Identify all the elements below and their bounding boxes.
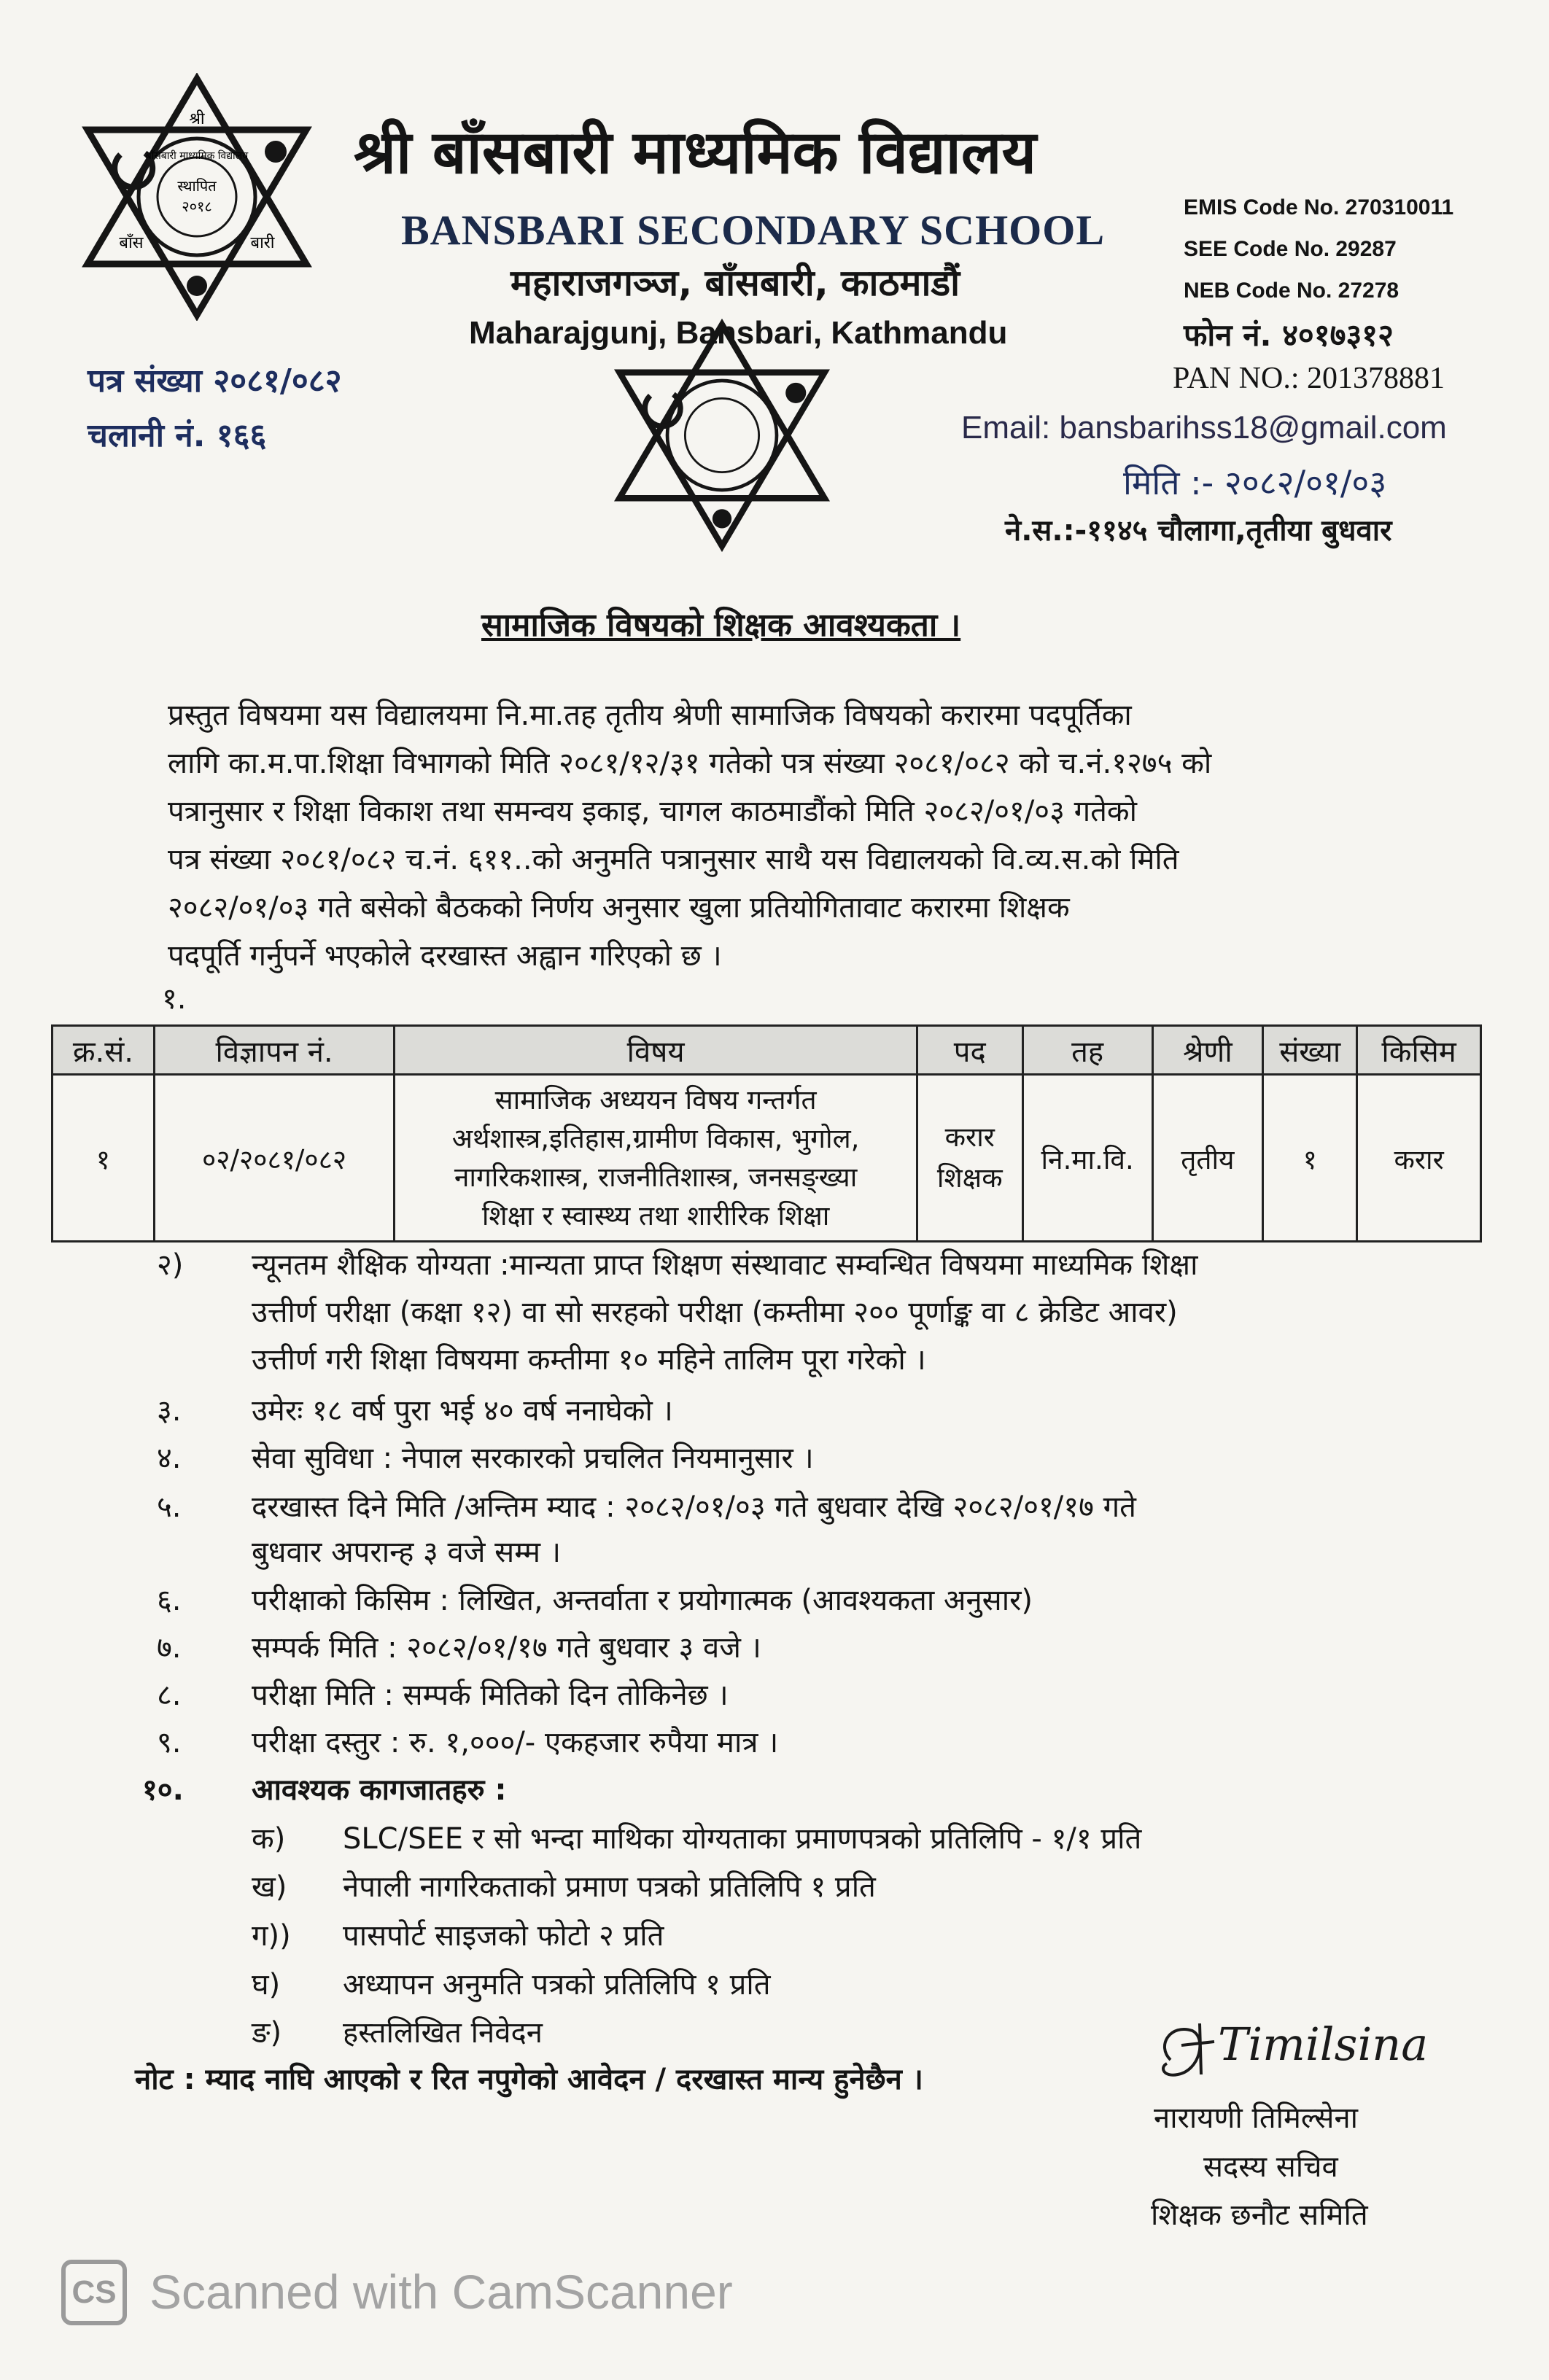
item-4-number: ४. — [157, 1442, 182, 1475]
doc-d-text: अध्यापन अनुमति पत्रको प्रतिलिपि १ प्रति — [343, 1968, 771, 2002]
school-name-nepali: श्री बाँसबारी माध्यमिक विद्यालय — [354, 118, 1037, 187]
body-line-3: पत्रानुसार र शिक्षा विकाश तथा समन्वय इकाइ, चागल काठमाडौंको मिति २०८२/०१/०३ गतेको — [168, 795, 1138, 828]
subject-line-1: सामाजिक अध्ययन विषय गन्तर्गत — [494, 1084, 817, 1116]
item-8-text: परीक्षा मिति : सम्पर्क मितिको दिन तोकिनेछ । — [252, 1679, 729, 1712]
item-5-number: ५. — [157, 1490, 182, 1524]
subject-line-2: अर्थशास्त्र,इतिहास,ग्रामीण विकास, भुगोल, — [451, 1123, 860, 1154]
school-emblem-top — [80, 73, 314, 321]
item-4-text: सेवा सुविधा : नेपाल सरकारको प्रचलित नियमानुसार । — [252, 1442, 814, 1475]
nepal-sambat-date: ने.स.:-११४५ चौलागा,तृतीया बुधवार — [1005, 514, 1392, 548]
cell-post — [917, 1075, 1022, 1242]
address-english: Maharajgunj, Bansbari, Kathmandu — [469, 315, 1008, 351]
cell-subject — [395, 1075, 917, 1242]
emis-code: EMIS Code No. 270310011 — [1184, 195, 1454, 219]
address-nepali: महाराजगञ्ज, बाँसबारी, काठमाडौं — [510, 262, 960, 304]
patra-sankhya: पत्र संख्या २०८१/०८२ — [88, 362, 342, 400]
letter-date: मिति :- २०८२/०१/०३ — [1123, 463, 1387, 502]
item-10-number: १०. — [142, 1773, 184, 1807]
school-name-english: BANSBARI SECONDARY SCHOOL — [401, 206, 1106, 254]
header-ad-no: विज्ञापन नं. — [154, 1026, 395, 1075]
pan-number: PAN NO.: 201378881 — [1173, 362, 1445, 395]
table-header-row — [53, 1026, 1481, 1075]
item-10-text: आवश्यक कागजातहरु : — [252, 1773, 507, 1807]
item-2-line-1: न्यूनतम शैक्षिक योग्यता :मान्यता प्राप्त शिक्षण संस्थावाट सम्वन्धित विषयमा माध्यमिक शिक्षा — [252, 1248, 1198, 1282]
body-line-2: लागि का.म.पा.शिक्षा विभागको मिति २०८१/१२/३१ गतेको पत्र संख्या २०८१/०८२ को च.नं.१२७५ को — [168, 747, 1212, 780]
signatory-title: सदस्य सचिव — [1203, 2150, 1338, 2184]
body-paragraph — [168, 691, 1466, 739]
item-7-number: ७. — [157, 1631, 182, 1665]
post-line-1: करार — [944, 1121, 995, 1153]
camscanner-watermark: Scanned with CamScanner — [150, 2265, 733, 2319]
chalani-number: चलानी नं. १६६ — [88, 417, 267, 454]
note-text: नोट : म्याद नाघि आएको र रित नपुगेको आवेदन / दरखास्त मान्य हुनेछैन । — [135, 2063, 923, 2096]
doc-b-number: ख) — [252, 1870, 287, 1904]
neb-code: NEB Code No. 27278 — [1184, 279, 1399, 303]
body-line-5: २०८२/०१/०३ गते बसेको बैठकको निर्णय अनुसार खुला प्रतियोगितावाट करारमा शिक्षक — [168, 891, 1070, 925]
item-2-line-2: उत्तीर्ण परीक्षा (कक्षा १२) वा सो सरहको परीक्षा (कम्तीमा २०० पूर्णाङ्क वा ८ क्रेडिट आवर) — [252, 1296, 1178, 1329]
advertisement-table — [51, 1024, 1482, 1242]
item-7-text: सम्पर्क मिति : २०८२/०१/१७ गते बुधवार ३ वजे । — [252, 1631, 761, 1665]
cell-sn: १ — [53, 1075, 155, 1242]
see-code: SEE Code No. 29287 — [1184, 237, 1397, 261]
camscanner-logo-icon: CS — [61, 2260, 127, 2325]
header-sn: क्र.सं. — [53, 1026, 155, 1075]
signature-script: Timilsina — [1218, 2018, 1426, 2071]
cell-count: १ — [1263, 1075, 1357, 1242]
doc-c-number: ग)) — [252, 1919, 291, 1953]
header-grade: श्रेणी — [1152, 1026, 1263, 1075]
body-line-4: पत्र संख्या २०८१/०८२ च.नं. ६११..को अनुमति पत्रानुसार साथै यस विद्यालयको वि.व्य.स.को मिति — [168, 843, 1179, 876]
doc-e-text: हस्तलिखित निवेदन — [343, 2016, 543, 2050]
post-line-2: शिक्षक — [936, 1162, 1003, 1194]
body-line-6: पदपूर्ति गर्नुपर्ने भएकोले दरखास्त अह्वान गरिएको छ । — [168, 939, 722, 973]
body-line-1: प्रस्तुत विषयमा यस विद्यालयमा नि.मा.तह तृतीय श्रेणी सामाजिक विषयको करारमा पदपूर्तिका — [168, 699, 1132, 732]
body-paragraph-cont — [168, 739, 1480, 980]
doc-b-text: नेपाली नागरिकताको प्रमाण पत्रको प्रतिलिपि १ प्रति — [343, 1870, 876, 1904]
doc-d-number: घ) — [252, 1968, 281, 2002]
item-5-line-1: दरखास्त दिने मिति /अन्तिम म्याद : २०८२/०१/०३ गते बुधवार देखि २०८२/०१/१७ गते — [252, 1490, 1136, 1524]
emblem-left-text: बाँस — [119, 234, 144, 252]
doc-a-text: SLC/SEE र सो भन्दा माथिका योग्यताका प्रमाणपत्रको प्रतिलिपि - १/१ प्रति — [343, 1822, 1142, 1856]
cell-ad-no: ०२/२०८१/०८२ — [154, 1075, 395, 1242]
subject-line-4: शिक्षा र स्वास्थ्य तथा शारीरिक शिक्षा — [481, 1200, 830, 1232]
header-type: किसिम — [1357, 1026, 1481, 1075]
item-6-number: ६. — [157, 1584, 182, 1617]
item-6-text: परीक्षाको किसिम : लिखित, अन्तर्वाता र प्रयोगात्मक (आवश्यकता अनुसार) — [252, 1584, 1033, 1617]
emblem-center-2: २०१८ — [182, 198, 212, 215]
item-2-number: २) — [157, 1248, 184, 1282]
emblem-top-text: श्री — [189, 110, 205, 128]
email-address: Email: bansbarihss18@gmail.com — [961, 410, 1447, 446]
cell-level: नि.मा.वि. — [1022, 1075, 1152, 1242]
item-9-text: परीक्षा दस्तुर : रु. १,०००/- एकहजार रुपैया मात्र । — [252, 1726, 779, 1759]
header-count: संख्या — [1263, 1026, 1357, 1075]
header-subject: विषय — [395, 1026, 917, 1075]
subject-line-3: नागरिकशास्त्र, राजनीतिशास्त्र, जनसङ्ख्या — [454, 1162, 858, 1193]
item-5-line-2: बुधवार अपरान्ह ३ वजे सम्म । — [252, 1536, 561, 1569]
table-row — [53, 1075, 1481, 1242]
item-3-text: उमेरः १८ वर्ष पुरा भई ४० वर्ष ननाघेको । — [252, 1394, 673, 1428]
item-1-number: १. — [162, 982, 187, 1016]
item-3-number: ३. — [157, 1394, 182, 1428]
cell-grade: तृतीय — [1152, 1075, 1263, 1242]
subject-heading: सामाजिक विषयको शिक्षक आवश्यकता । — [481, 607, 961, 644]
doc-a-number: क) — [252, 1822, 286, 1856]
doc-c-text: पासपोर्ट साइजको फोटो २ प्रति — [343, 1919, 664, 1953]
header-post: पद — [917, 1026, 1022, 1075]
item-2-line-3: उत्तीर्ण गरी शिक्षा विषयमा कम्तीमा १० महिने तालिम पूरा गरेको । — [252, 1343, 926, 1377]
emblem-center-1: स्थापित — [177, 177, 217, 195]
school-emblem-stamp — [613, 308, 831, 563]
item-9-number: ९. — [157, 1726, 182, 1759]
header-level: तह — [1022, 1026, 1152, 1075]
committee-name: शिक्षक छनौट समिति — [1151, 2198, 1368, 2232]
phone-number: फोन नं. ४०१७३१२ — [1184, 317, 1394, 353]
emblem-right-text: बारी — [250, 234, 275, 252]
signatory-name: नारायणी तिमिल्सेना — [1154, 2101, 1359, 2135]
doc-e-number: ङ) — [252, 2016, 282, 2050]
cell-type: करार — [1357, 1075, 1481, 1242]
handwritten-signature — [1149, 2002, 1426, 2093]
emblem-ring-text: बाँसबारी माध्यमिक विद्यालय — [145, 150, 249, 162]
item-8-number: ८. — [157, 1679, 182, 1712]
